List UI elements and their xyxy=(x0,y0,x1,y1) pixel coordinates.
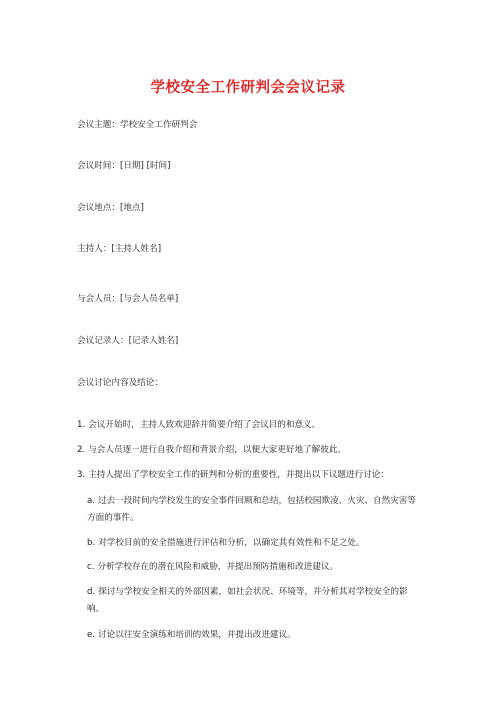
sub-list-item-text: 对学校目前的安全措施进行评估和分析，以确定其有效性和不足之处。 xyxy=(98,538,365,548)
document-title: 学校安全工作研判会会议记录 xyxy=(150,80,346,96)
sub-list-item-marker: b. xyxy=(87,538,96,548)
host-label: 主持人： xyxy=(77,244,112,254)
meeting-time-line xyxy=(77,160,171,172)
attendees-line xyxy=(77,293,178,305)
meeting-topic-label: 会议主题： xyxy=(77,120,120,130)
sub-list-item xyxy=(77,493,423,527)
list-item xyxy=(77,467,427,484)
attendees-label: 与会人员： xyxy=(77,294,120,304)
meeting-location-label: 会议地点： xyxy=(77,203,120,213)
meeting-time-value: [日期] [时间] xyxy=(119,161,171,171)
list-item-marker: 1. xyxy=(77,420,86,430)
sub-list-item-text: 过去一段时间内学校发生的安全事件回顾和总结，包括校园欺凌、火灾、自然灾害等方面的事件。 xyxy=(87,496,416,523)
recorder-label: 会议记录人： xyxy=(77,336,129,346)
sub-list-item-marker: a. xyxy=(87,496,95,506)
sub-list-item xyxy=(77,535,423,552)
sub-list-item-text: 探讨与学校安全相关的外部因素，如社会状况、环境等，并分析其对学校安全的影响。 xyxy=(87,587,408,614)
host-value: [主持人姓名] xyxy=(111,244,162,254)
sub-list-item-marker: d. xyxy=(87,587,96,597)
host-line xyxy=(77,243,161,255)
attendees-value: [与会人员名单] xyxy=(119,294,179,304)
sub-list-item-marker: c. xyxy=(87,562,95,572)
list-item xyxy=(77,442,427,459)
meeting-topic-value: 学校安全工作研判会 xyxy=(119,120,198,130)
list-item-text: 会议开始时，主持人致欢迎辞并简要介绍了会议目的和意义。 xyxy=(88,420,321,430)
sub-list-item-text: 讨论以往安全演练和培训的效果，并提出改进建议。 xyxy=(98,630,296,640)
sub-list-item-text: 分析学校存在的潜在风险和威胁，并提出预防措施和改进建议。 xyxy=(97,562,339,572)
meeting-location-value: [地点] xyxy=(119,203,144,213)
list-item-text: 主持人提出了学校安全工作的研判和分析的重要性，并提出以下议题进行讨论： xyxy=(88,470,389,480)
sub-list-item-marker: e. xyxy=(87,630,96,640)
list-item-marker: 3. xyxy=(77,470,86,480)
sub-list-item xyxy=(77,584,423,618)
sub-list-item xyxy=(77,559,423,576)
list-item xyxy=(77,417,427,434)
list-item-text: 与会人员逐一进行自我介绍和背景介绍，以便大家更好地了解彼此。 xyxy=(88,445,347,455)
list-item-marker: 2. xyxy=(77,445,86,455)
discussion-heading: 会议讨论内容及结论： xyxy=(77,378,163,388)
meeting-topic-line xyxy=(77,119,197,131)
recorder-value: [记录人姓名] xyxy=(128,336,179,346)
recorder-line xyxy=(77,335,178,347)
meeting-location-line xyxy=(77,202,144,214)
sub-list-item xyxy=(77,627,423,644)
meeting-time-label: 会议时间： xyxy=(77,161,120,171)
